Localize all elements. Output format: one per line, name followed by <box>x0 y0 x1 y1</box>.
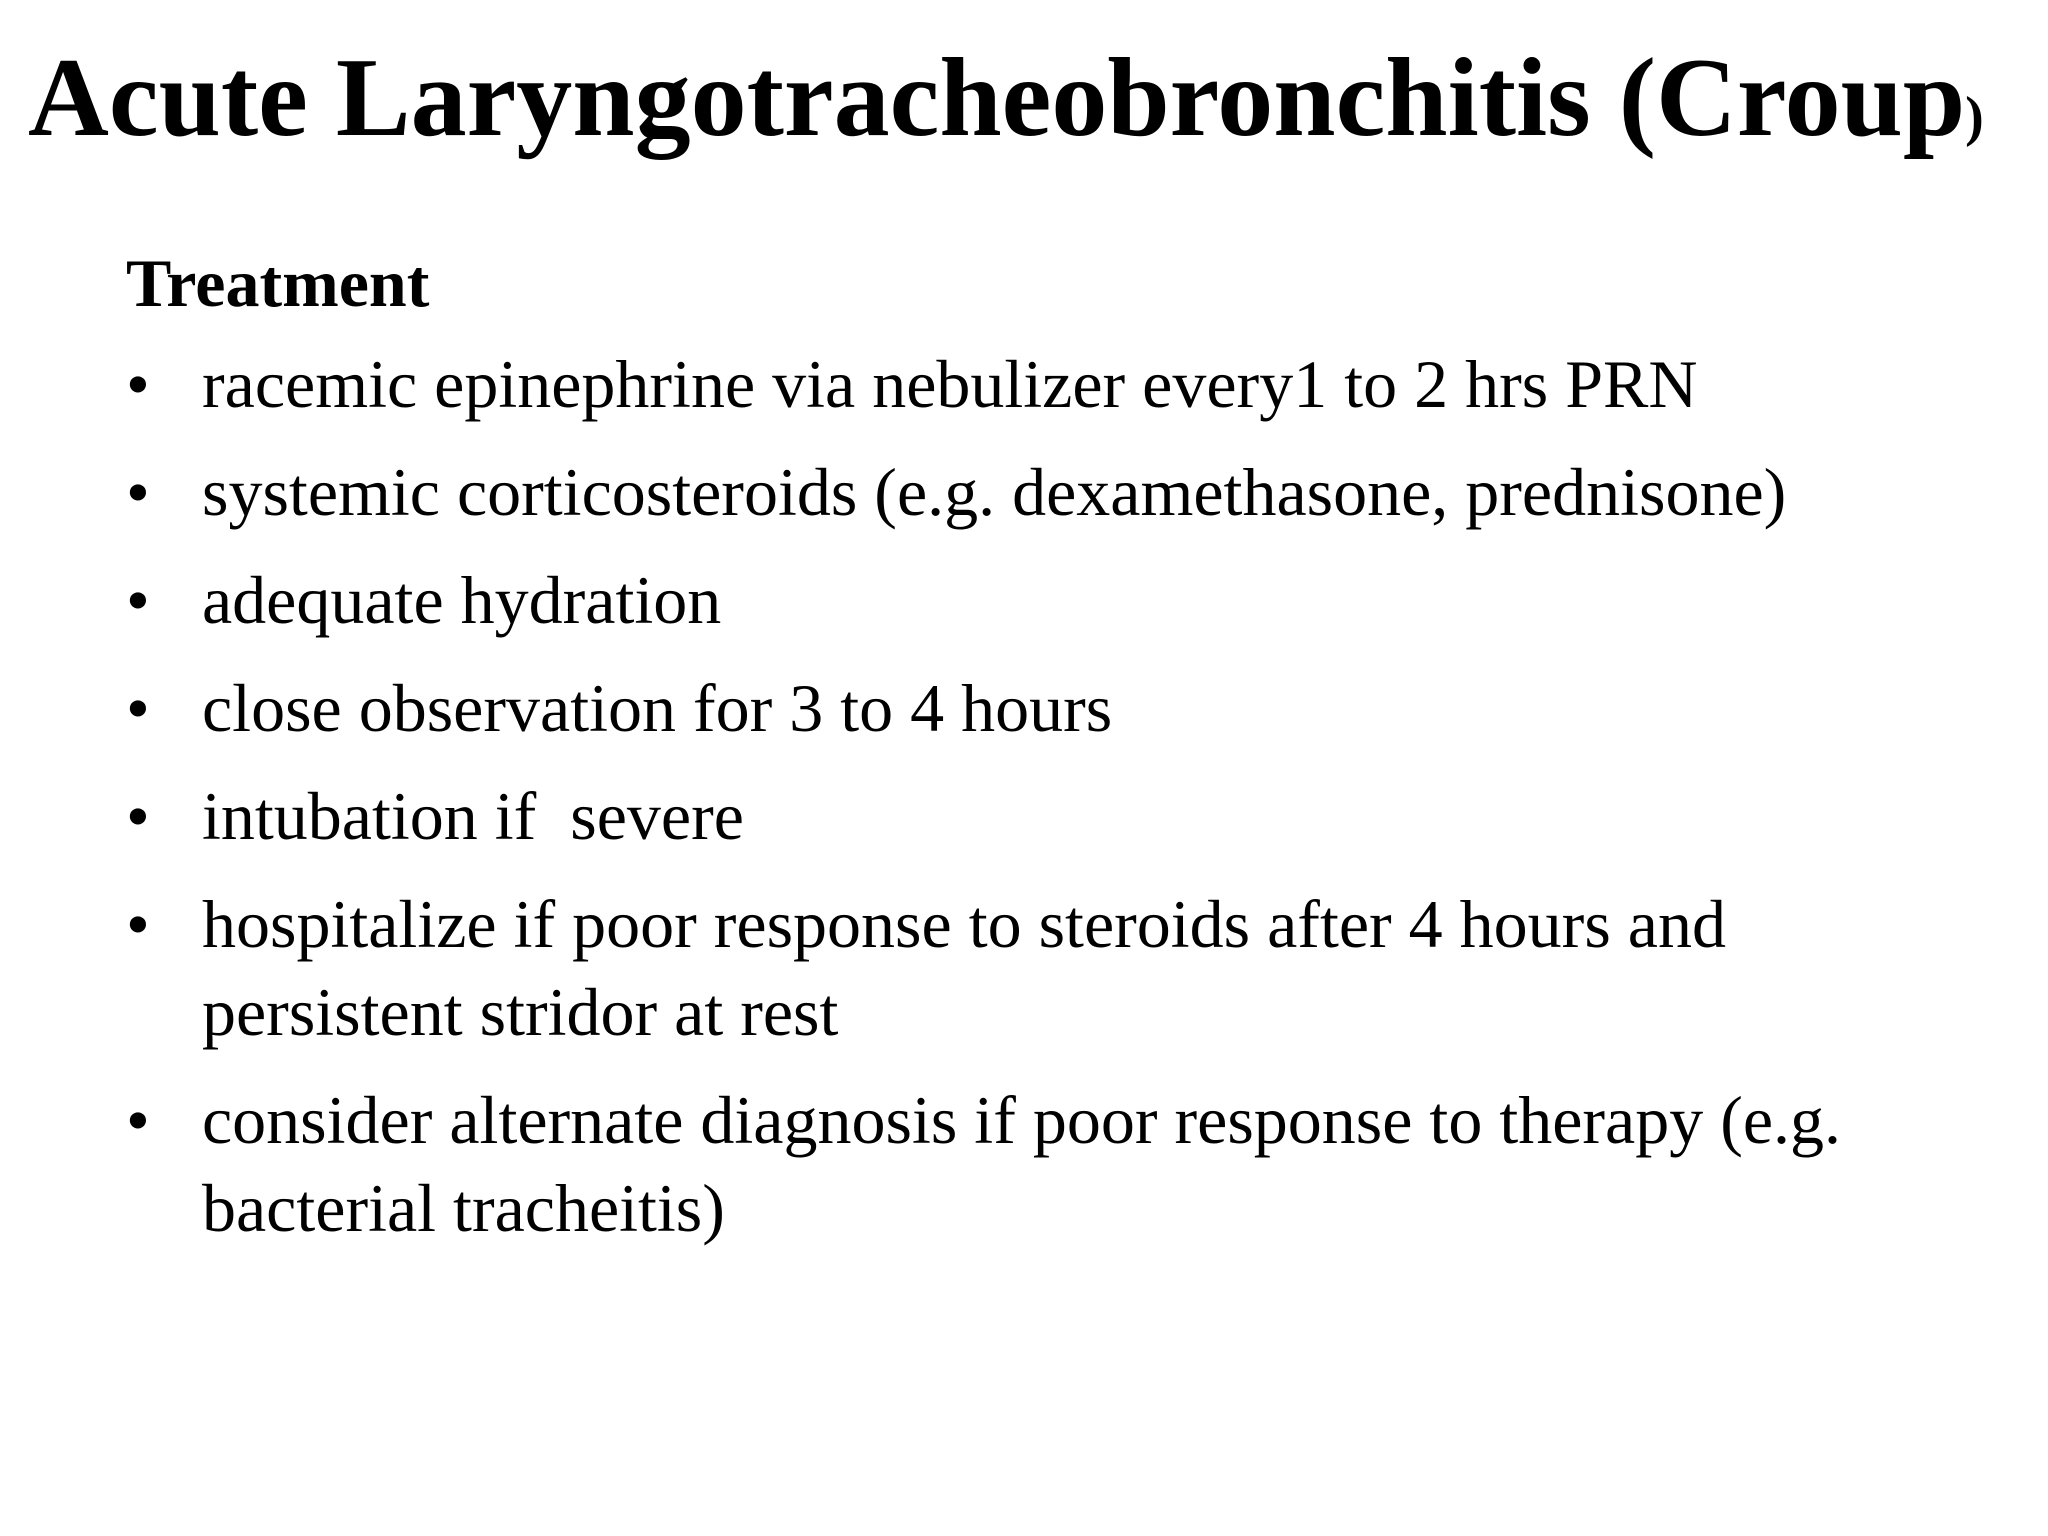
bullet-text: systemic corticosteroids (e.g. dexamethasone, prednisone) <box>202 454 1787 530</box>
bullet-item <box>126 556 1986 644</box>
slide-title-main: Acute Laryngotracheobronchitis (Croup <box>28 36 1966 160</box>
bullet-text: adequate hydration <box>202 562 722 638</box>
slide-title-closing-paren: ) <box>1965 86 1984 148</box>
bullet-item <box>126 664 1986 752</box>
bullet-marker-icon: • <box>126 1082 150 1158</box>
slide-title <box>28 28 1984 187</box>
bullet-text: intubation if severe <box>202 778 744 854</box>
bullet-item <box>126 340 1986 428</box>
bullet-item <box>126 880 1986 1056</box>
bullet-text: racemic epinephrine via nebulizer every1 to 2 hrs PRN <box>202 346 1698 422</box>
bullet-item <box>126 448 1986 536</box>
section-heading: Treatment <box>126 245 430 321</box>
bullet-marker-icon: • <box>126 886 150 962</box>
bullet-marker-icon: • <box>126 670 150 746</box>
bullet-text: consider alternate diagnosis if poor response to therapy (e.g. bacterial tracheitis) <box>202 1082 1842 1246</box>
bullet-item <box>126 1076 1986 1252</box>
bullet-text: hospitalize if poor response to steroids after 4 hours and persistent stridor at rest <box>202 886 1726 1050</box>
bullet-marker-icon: • <box>126 346 150 422</box>
slide-content <box>126 238 1986 1272</box>
bullet-text: close observation for 3 to 4 hours <box>202 670 1113 746</box>
bullet-list <box>126 340 1986 1252</box>
bullet-marker-icon: • <box>126 562 150 638</box>
bullet-marker-icon: • <box>126 778 150 854</box>
bullet-marker-icon: • <box>126 454 150 530</box>
bullet-item <box>126 772 1986 860</box>
